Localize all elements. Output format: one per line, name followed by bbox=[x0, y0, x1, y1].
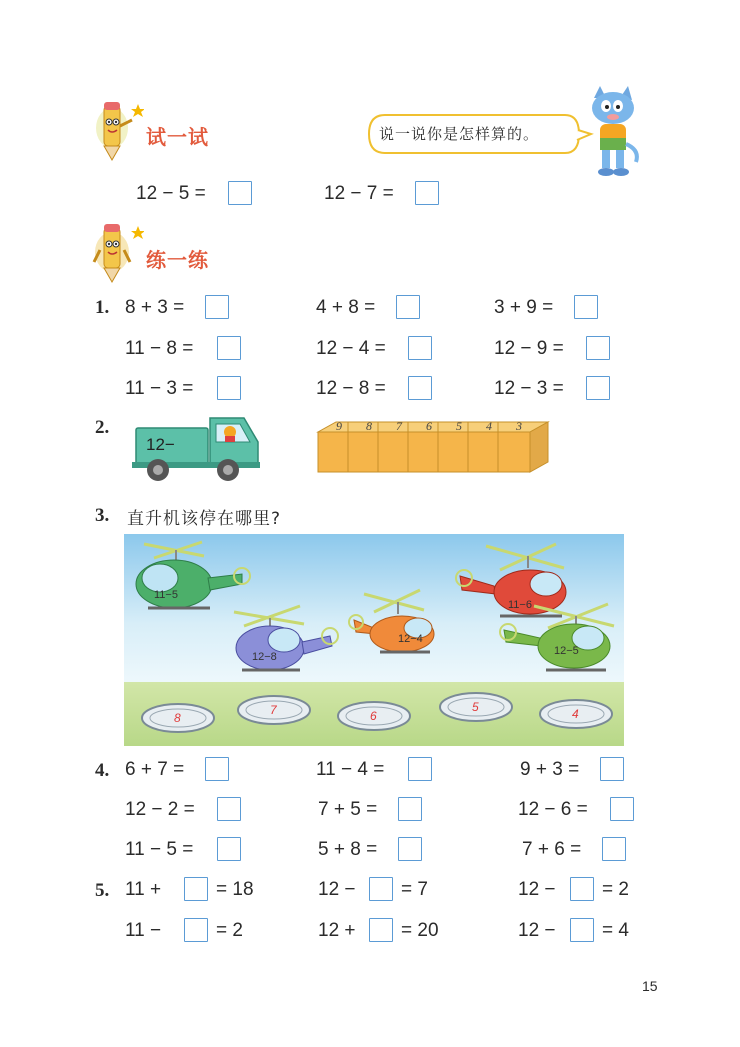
q1-eq-text: 4 + 8 = bbox=[316, 297, 376, 318]
cube-label: 5 bbox=[456, 420, 462, 433]
q1-eq bbox=[494, 335, 564, 363]
answer-box[interactable] bbox=[184, 918, 208, 942]
answer-box[interactable] bbox=[184, 877, 208, 901]
landing-pad bbox=[238, 696, 310, 724]
helicopter-label: 12−4 bbox=[398, 633, 423, 645]
answer-box[interactable] bbox=[415, 181, 439, 205]
answer-box[interactable] bbox=[396, 295, 420, 319]
answer-box[interactable] bbox=[408, 757, 432, 781]
q5-eq-post bbox=[401, 876, 428, 904]
question-number-1: 1. bbox=[95, 297, 110, 318]
q4-eq bbox=[316, 756, 384, 784]
section-title-try: 试一试 bbox=[146, 125, 209, 149]
answer-box[interactable] bbox=[369, 918, 393, 942]
landing-pad bbox=[142, 704, 214, 732]
q1-eq-text: 3 + 9 = bbox=[494, 297, 554, 318]
answer-box[interactable] bbox=[602, 837, 626, 861]
q5-eq-pre bbox=[125, 917, 161, 945]
q5-eq-post bbox=[401, 917, 439, 945]
q4-eq bbox=[518, 796, 588, 824]
q5-eq-pre bbox=[518, 917, 556, 945]
pad-label: 4 bbox=[572, 707, 579, 721]
q4-eq bbox=[520, 756, 579, 784]
q5-eq-pre-text: 11 + bbox=[125, 879, 162, 900]
answer-box[interactable] bbox=[408, 376, 432, 400]
q5-eq-post-text: = 4 bbox=[602, 920, 629, 941]
answer-box[interactable] bbox=[570, 877, 594, 901]
question-number-2: 2. bbox=[95, 417, 110, 438]
pad-label: 8 bbox=[174, 711, 181, 725]
q1-eq bbox=[316, 294, 375, 322]
q4-eq bbox=[125, 796, 195, 824]
cube-label: 4 bbox=[486, 420, 492, 433]
try-eq-2 bbox=[324, 180, 394, 208]
q4-eq-text: 9 + 3 = bbox=[520, 759, 580, 780]
q5-eq-post-text: = 20 bbox=[401, 920, 439, 941]
q4-eq bbox=[318, 836, 377, 864]
q4-eq-text: 12 − 2 = bbox=[125, 799, 195, 820]
cube-label: 6 bbox=[426, 420, 432, 433]
landing-pad bbox=[338, 702, 410, 730]
answer-box[interactable] bbox=[369, 877, 393, 901]
q5-eq-pre-text: 12 − bbox=[518, 920, 556, 941]
q4-eq-text: 7 + 5 = bbox=[318, 799, 378, 820]
q5-eq-post-text: = 2 bbox=[216, 920, 243, 941]
q4-eq bbox=[125, 756, 184, 784]
try-eq-1 bbox=[136, 180, 206, 208]
q1-eq-text: 12 − 4 = bbox=[316, 338, 386, 359]
q1-eq-text: 12 − 8 = bbox=[316, 378, 386, 399]
q5-eq-post bbox=[216, 917, 243, 945]
answer-box[interactable] bbox=[574, 295, 598, 319]
q4-eq-text: 11 − 4 = bbox=[316, 759, 385, 780]
answer-box[interactable] bbox=[205, 757, 229, 781]
answer-box[interactable] bbox=[398, 797, 422, 821]
q1-eq-text: 11 − 8 = bbox=[125, 338, 194, 359]
q5-eq-post bbox=[602, 917, 629, 945]
q1-eq bbox=[125, 294, 184, 322]
landing-pad bbox=[440, 693, 512, 721]
q5-eq-post bbox=[216, 876, 254, 904]
q1-eq bbox=[316, 335, 386, 363]
speech-text: 说一说你是怎样算的。 bbox=[379, 125, 540, 143]
q5-eq-post bbox=[602, 876, 629, 904]
pencil-mascot-icon bbox=[88, 96, 144, 162]
q5-eq-pre bbox=[318, 876, 356, 904]
answer-box[interactable] bbox=[408, 336, 432, 360]
question-number-3: 3. bbox=[95, 505, 110, 526]
cube-label: 7 bbox=[396, 420, 402, 433]
helicopter-label: 12−8 bbox=[252, 651, 277, 663]
helicopter-scene bbox=[124, 534, 624, 746]
q4-eq bbox=[318, 796, 377, 824]
cat-mascot-icon bbox=[584, 86, 644, 178]
pad-label: 5 bbox=[472, 700, 479, 714]
q5-eq-pre-text: 12 − bbox=[318, 879, 356, 900]
cube-label: 3 bbox=[516, 420, 522, 433]
answer-box[interactable] bbox=[586, 376, 610, 400]
q4-eq-text: 12 − 6 = bbox=[518, 799, 588, 820]
number-cubes bbox=[316, 420, 552, 476]
answer-box[interactable] bbox=[217, 797, 241, 821]
answer-box[interactable] bbox=[586, 336, 610, 360]
q5-eq-pre bbox=[125, 876, 161, 904]
answer-box[interactable] bbox=[217, 376, 241, 400]
q1-eq bbox=[494, 294, 553, 322]
answer-box[interactable] bbox=[570, 918, 594, 942]
q5-eq-post-text: = 7 bbox=[401, 879, 428, 900]
answer-box[interactable] bbox=[217, 837, 241, 861]
answer-box[interactable] bbox=[205, 295, 229, 319]
answer-box[interactable] bbox=[600, 757, 624, 781]
pad-label: 7 bbox=[270, 703, 277, 717]
q1-eq-text: 12 − 9 = bbox=[494, 338, 564, 359]
q5-eq-post-text: = 2 bbox=[602, 879, 629, 900]
question-3-prompt: 直升机该停在哪里? bbox=[127, 509, 282, 529]
question-number-4: 4. bbox=[95, 760, 110, 781]
landing-pad bbox=[540, 700, 612, 728]
q1-eq bbox=[494, 375, 564, 403]
answer-box[interactable] bbox=[398, 837, 422, 861]
pencil-mascot-icon bbox=[88, 218, 144, 284]
q4-eq-text: 7 + 6 = bbox=[522, 839, 582, 860]
section-title-practice: 练一练 bbox=[146, 248, 209, 272]
answer-box[interactable] bbox=[217, 336, 241, 360]
page-number: 15 bbox=[642, 978, 658, 994]
answer-box[interactable] bbox=[610, 797, 634, 821]
q4-eq-text: 11 − 5 = bbox=[125, 839, 194, 860]
helicopter-label: 11−5 bbox=[154, 589, 178, 601]
cube-label: 9 bbox=[336, 420, 342, 433]
try-eq-1-text: 12 − 5 = bbox=[136, 183, 206, 204]
cube-label: 8 bbox=[366, 420, 372, 433]
q1-eq-text: 11 − 3 = bbox=[125, 378, 194, 399]
q1-eq bbox=[316, 375, 386, 403]
q5-eq-pre-text: 12 + bbox=[318, 920, 356, 941]
pad-label: 6 bbox=[370, 709, 377, 723]
speech-bubble bbox=[365, 112, 580, 156]
q1-eq-text: 12 − 3 = bbox=[494, 378, 564, 399]
q5-eq-pre bbox=[318, 917, 356, 945]
truck-illustration bbox=[132, 412, 264, 484]
q1-eq-text: 8 + 3 = bbox=[125, 297, 185, 318]
q5-eq-pre bbox=[518, 876, 556, 904]
question-number-5: 5. bbox=[95, 880, 110, 901]
q4-eq bbox=[125, 836, 193, 864]
truck-label: 12− bbox=[146, 435, 175, 454]
q1-eq bbox=[125, 375, 193, 403]
q4-eq-text: 5 + 8 = bbox=[318, 839, 378, 860]
q5-eq-pre-text: 12 − bbox=[518, 879, 556, 900]
q5-eq-post-text: = 18 bbox=[216, 879, 254, 900]
try-eq-2-text: 12 − 7 = bbox=[324, 183, 394, 204]
q1-eq bbox=[125, 335, 193, 363]
answer-box[interactable] bbox=[228, 181, 252, 205]
q4-eq bbox=[522, 836, 581, 864]
q5-eq-pre-text: 11 − bbox=[125, 920, 162, 941]
helicopter-label: 12−5 bbox=[554, 645, 579, 657]
helicopter-label: 11−6 bbox=[508, 599, 532, 611]
q4-eq-text: 6 + 7 = bbox=[125, 759, 185, 780]
